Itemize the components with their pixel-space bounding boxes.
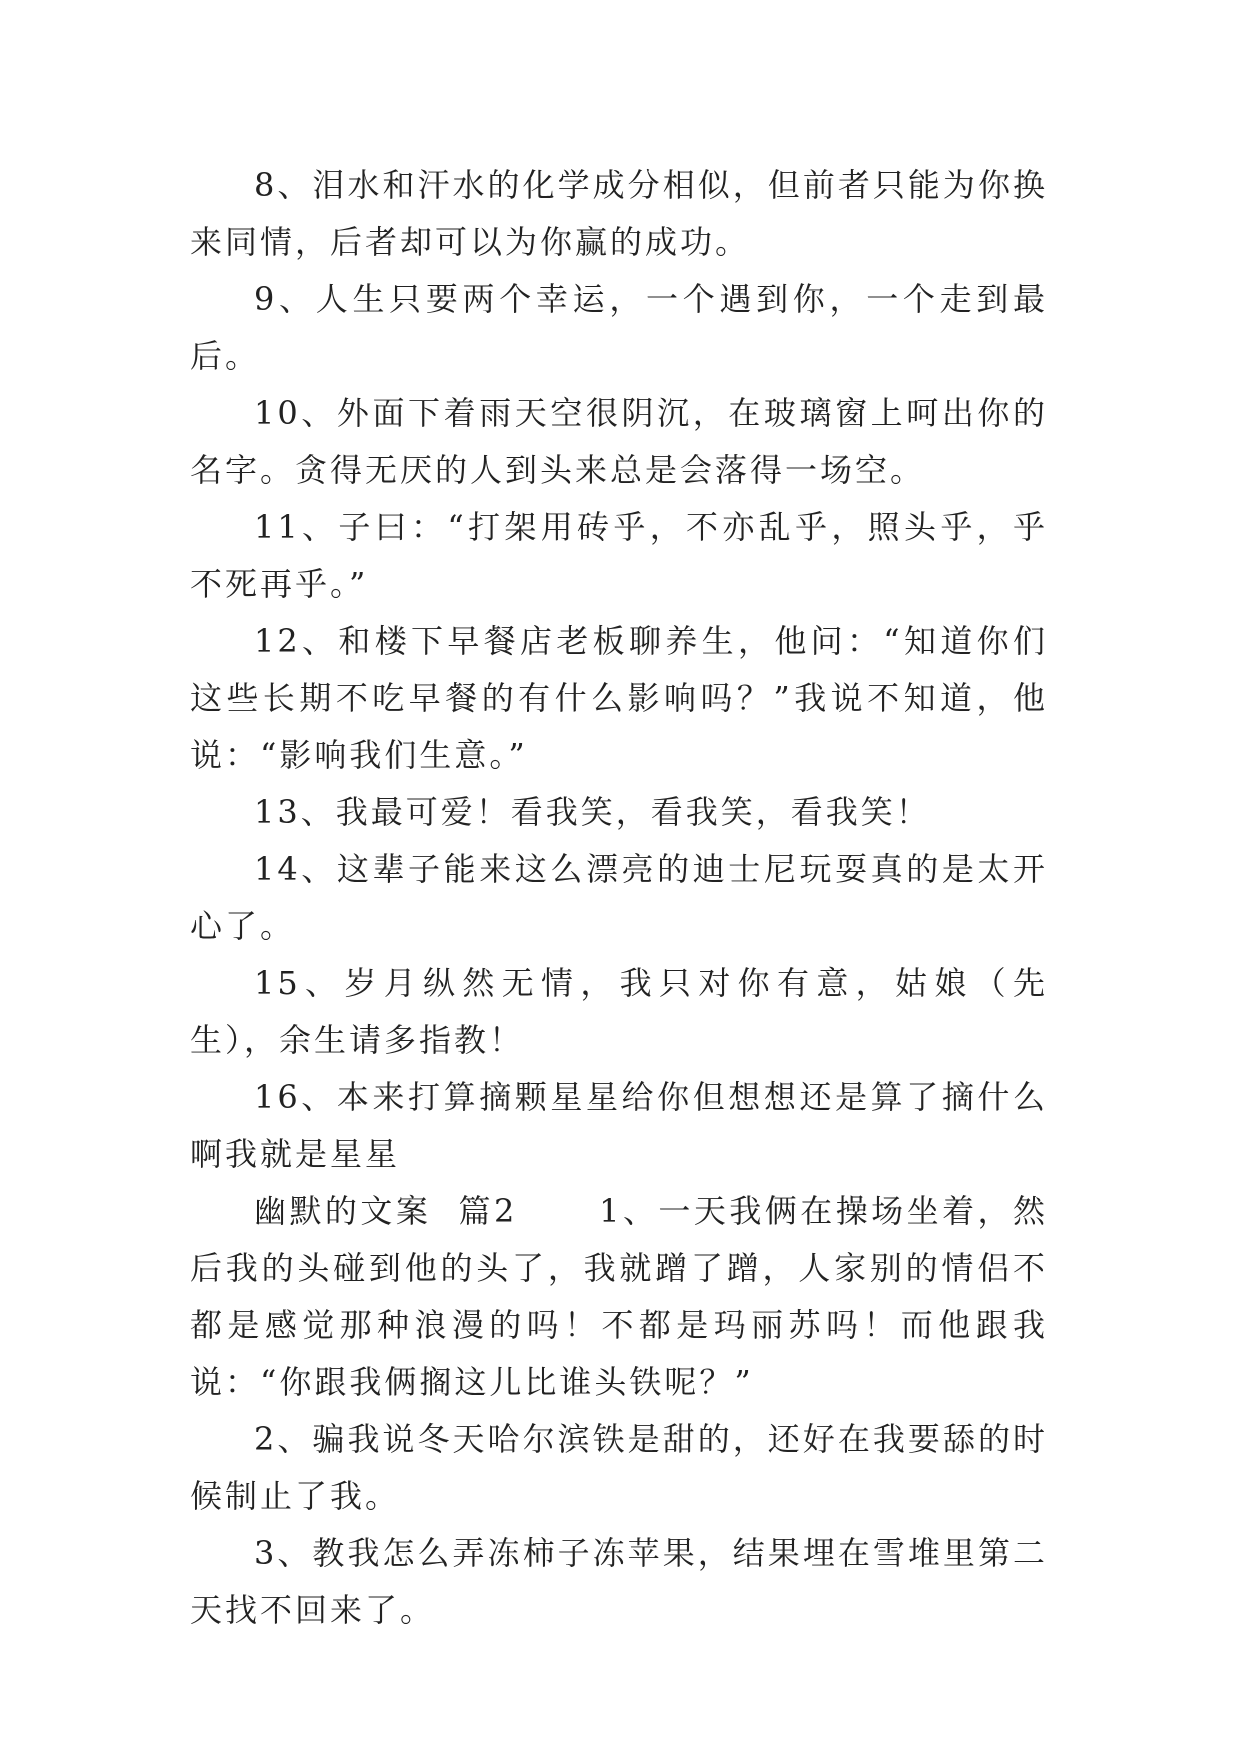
document-body [190,157,1048,1639]
section-heading-paragraph: 幽默的文案 篇2 1、一天我俩在操场坐着，然后我的头碰到他的头了，我就蹭了蹭，人家别的情侣不都是感觉那种浪漫的吗！不都是玛丽苏吗！而他跟我说：“你跟我俩搁这儿比谁头铁呢？” [190,1192,1048,1401]
paragraph-15: 15、岁月纵然无情，我只对你有意，姑娘（先生），余生请多指教！ [190,964,1048,1059]
paragraph-3: 3、教我怎么弄冻柿子冻苹果，结果埋在雪堆里第二天找不回来了。 [190,1534,1048,1629]
paragraph-16: 16、本来打算摘颗星星给你但想想还是算了摘什么啊我就是星星 [190,1078,1048,1173]
paragraph-10: 10、外面下着雨天空很阴沉，在玻璃窗上呵出你的名字。贪得无厌的人到头来总是会落得一场空。 [190,394,1048,489]
paragraph-9: 9、人生只要两个幸运，一个遇到你，一个走到最后。 [190,280,1048,375]
paragraph-13: 13、我最可爱！看我笑，看我笑，看我笑！ [254,793,931,831]
paragraph-2: 2、骗我说冬天哈尔滨铁是甜的，还好在我要舔的时候制止了我。 [190,1420,1048,1515]
paragraph-12: 12、和楼下早餐店老板聊养生，他问：“知道你们这些长期不吃早餐的有什么影响吗？”我说不知道，他说：“影响我们生意。” [190,622,1048,774]
paragraph-14: 14、这辈子能来这么漂亮的迪士尼玩耍真的是太开心了。 [190,850,1048,945]
paragraph-8: 8、泪水和汗水的化学成分相似，但前者只能为你换来同情，后者却可以为你赢的成功。 [190,166,1048,261]
paragraph-11: 11、子曰：“打架用砖乎，不亦乱乎，照头乎，乎不死再乎。” [190,508,1048,603]
